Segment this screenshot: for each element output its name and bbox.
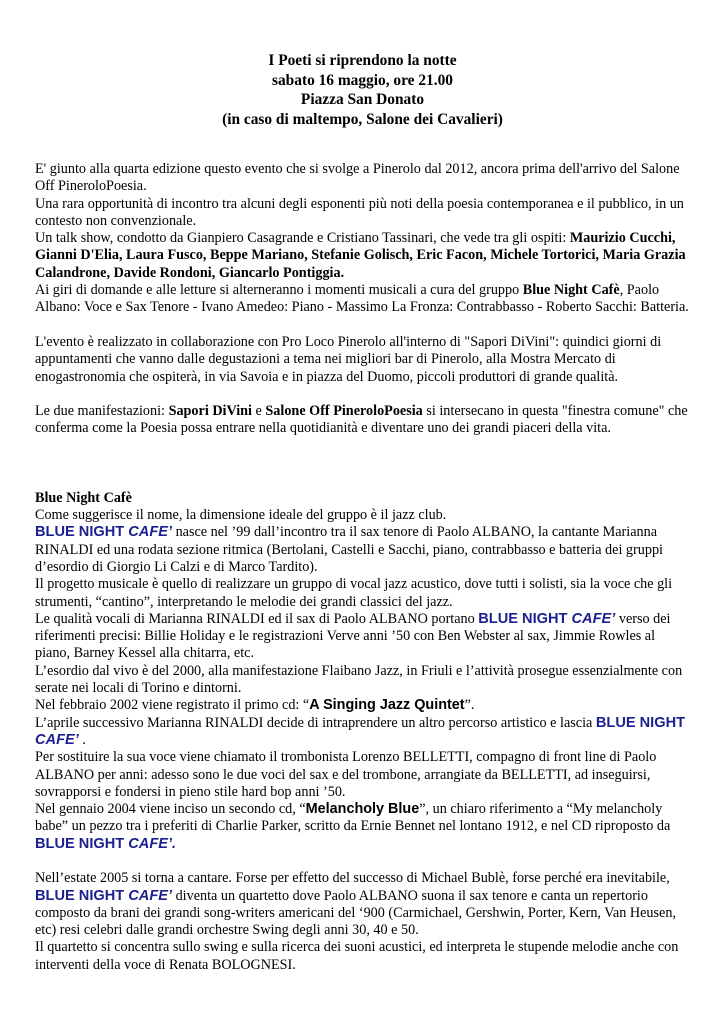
quartet-text: diventa un quartetto dove Paolo ALBANO suona il sax tenore e canta un repertorio composto da brani dei grandi song-writers americani del ‘900 (Carmichael, Gershwin, Porter, Kern, Van Heusen, etc) resi celebri dalle grandi orchestre Swing degli anni 30, 40 e 50. xyxy=(35,887,676,939)
band-logo-b: CAFE’ xyxy=(571,610,616,627)
band-logo-a: BLUE NIGHT xyxy=(35,887,129,904)
first-cd-title: A Singing Jazz Quintet xyxy=(309,697,465,714)
events-text: Le due manifestazioni: xyxy=(35,403,169,420)
event-date: sabato 16 maggio, ore 21.00 xyxy=(272,71,453,89)
band-line-2 xyxy=(35,524,690,576)
intro-paragraph-4 xyxy=(35,282,690,317)
first-cd-end: ”. xyxy=(464,697,475,714)
second-cd-text: Nel gennaio 2004 viene inciso un secondo cd, “ xyxy=(35,801,306,818)
band-line-11: Il quartetto si concentra sullo swing e sulla ricerca dei suoni acustici, ed interpreta le stupende melodie anche con interventi della voce di Renata BOLOGNESI. xyxy=(35,939,679,973)
first-cd-text: Nel febbraio 2002 viene registrato il primo cd: “ xyxy=(35,697,310,714)
band-line-5: L’esordio dal vivo è del 2000, alla manifestazione Flaibano Jazz, in Friuli e l’attività prosegue essenzialmente con serate nei locali di Torino e dintorni. xyxy=(35,662,683,697)
summer-2005-text: Nell’estate 2005 si torna a cantare. Forse per effetto del successo di Michael Bublè, forse perché era inevitabile, xyxy=(35,870,670,887)
event-title: I Poeti si riprendono la notte xyxy=(268,52,457,69)
event-location: Piazza San Donato xyxy=(300,91,425,108)
band-logo-text xyxy=(35,888,172,904)
intro-paragraph-6 xyxy=(35,403,690,438)
band-logo-a: BLUE NIGHT xyxy=(478,610,572,627)
band-logo-a: BLUE NIGHT xyxy=(595,714,686,731)
second-cd-description: ”, un chiaro riferimento a “My melancholy babe” un pezzo tra i preferiti di Charlie Parker, scritto da Ernie Bennet nel lontano 1912, e nel CD riproposto da xyxy=(35,801,671,835)
band-logo-b: CAFE’ xyxy=(128,524,173,541)
band-logo-b: CAFE’. xyxy=(128,835,177,852)
band-logo-text xyxy=(478,611,615,627)
band-line-1: Come suggerisce il nome, la dimensione ideale del gruppo è il jazz club. xyxy=(35,507,447,524)
document-page xyxy=(35,51,690,974)
band-lineup: , Paolo Albano: Voce e Sax Tenore - Ivano Amedeo: Piano - Massimo La Fronza: Contrabbasso - Roberto Sacchi: Batteria. xyxy=(35,282,689,316)
band-line-4 xyxy=(35,611,690,663)
band-line-9 xyxy=(35,801,690,853)
second-cd-title: Melancholy Blue xyxy=(305,801,420,818)
event-sapori-divini: Sapori DiVini xyxy=(168,403,252,420)
event-title-block xyxy=(35,51,690,129)
rinaldi-leaves-text: L’aprile successivo Marianna RINALDI decide di intraprendere un altro percorso artistico e lascia xyxy=(35,714,596,731)
intro-paragraph-3 xyxy=(35,230,690,282)
band-line-3: Il progetto musicale è quello di realizzare un gruppo di vocal jazz acustico, dove tutti i solisti, sia la voce che gli strumenti, “cantino”, interpretando le melodie dei grandi classici del jazz. xyxy=(35,576,673,610)
band-logo-a: BLUE NIGHT xyxy=(35,524,129,541)
band-heading-text: Blue Night Cafè xyxy=(35,489,132,506)
band-line-6 xyxy=(35,697,690,714)
music-text: Ai giri di domande e alle letture si alterneranno i momenti musicali a cura del gruppo xyxy=(35,282,523,299)
band-logo-b: CAFE’ xyxy=(35,731,79,748)
band-logo-b: CAFE’ xyxy=(128,887,173,904)
intro-paragraph-5: L'evento è realizzato in collaborazione con Pro Loco Pinerolo all'interno di "Sapori DiVini": quindici giorni di appuntamenti che vanno dalle degustazioni a tema nei migliori bar di Pinerolo, alla Mostra Mercato di enogastronomia che ospiterà, in via Savoia e in piazza del Duomo, piccoli produttori di grande qualità. xyxy=(35,333,662,385)
band-origin-text: nasce nel ’99 dall’incontro tra il sax tenore di Paolo ALBANO, la cantante Marianna RINALDI ed una rodata sezione ritmica (Bertolani, Castelli e Sacchi, piano, contrabbasso e batteria dei gruppi d’esordio di Giorgio Li Calzi e di Marco Tardito). xyxy=(35,524,663,575)
events-and: e xyxy=(252,403,266,420)
band-name-bold: Blue Night Cafè xyxy=(522,282,620,299)
intro-paragraph-1: E' giunto alla quarta edizione questo evento che si svolge a Pinerolo dal 2012, ancora prima dell'arrivo del Salone Off PineroloPoesia. xyxy=(35,161,680,195)
band-vocal-text: Le qualità vocali di Marianna RINALDI ed il sax di Paolo ALBANO portano xyxy=(35,610,479,627)
event-rain-location: (in caso di maltempo, Salone dei Cavalieri) xyxy=(222,110,503,128)
rinaldi-leaves-end: . xyxy=(78,731,86,748)
band-line-7 xyxy=(35,715,690,750)
talk-show-text: Un talk show, condotto da Gianpiero Casagrande e Cristiano Tassinari, che vede tra gli ospiti: xyxy=(35,230,570,247)
band-line-8: Per sostituire la sua voce viene chiamato il trombonista Lorenzo BELLETTI, compagno di front line di Paolo ALBANO per anni: adesso sono le due voci del sax e del trombone, arrangiate da BELLETTI, ad inseguirsi, sovrapporsi e fondersi in pieno stile hard bop anni ’50. xyxy=(35,749,657,800)
event-salone-off: Salone Off PineroloPoesia xyxy=(265,403,423,420)
intro-paragraph-2: Una rara opportunità di incontro tra alcuni degli esponenti più noti della poesia contemporanea e il pubblico, in un contesto non convenzionale. xyxy=(35,195,684,229)
band-heading xyxy=(35,490,690,507)
band-logo-text xyxy=(35,524,172,540)
band-line-10 xyxy=(35,870,690,939)
events-text-end: si intersecano in questa "finestra comune" che conferma come la Poesia possa entrare nella quotidianità e diventare uno dei grandi piaceri della vita. xyxy=(35,403,688,437)
guest-list: Maurizio Cucchi, Gianni D'Elia, Laura Fusco, Beppe Mariano, Stefanie Golisch, Eric Facon, Michele Tortorici, Maria Grazia Calandrone, Davide Rondoni, Giancarlo Pontiggia. xyxy=(35,230,686,281)
band-logo-text xyxy=(35,836,176,852)
band-logo-a: BLUE NIGHT xyxy=(35,835,129,852)
band-references-text: verso dei riferimenti precisi: Billie Holiday e le registrazioni Verve anni ’50 con Ben Webster al sax, Jimmie Rowles al piano, Barney Kessel alla chitarra, etc. xyxy=(35,610,671,662)
